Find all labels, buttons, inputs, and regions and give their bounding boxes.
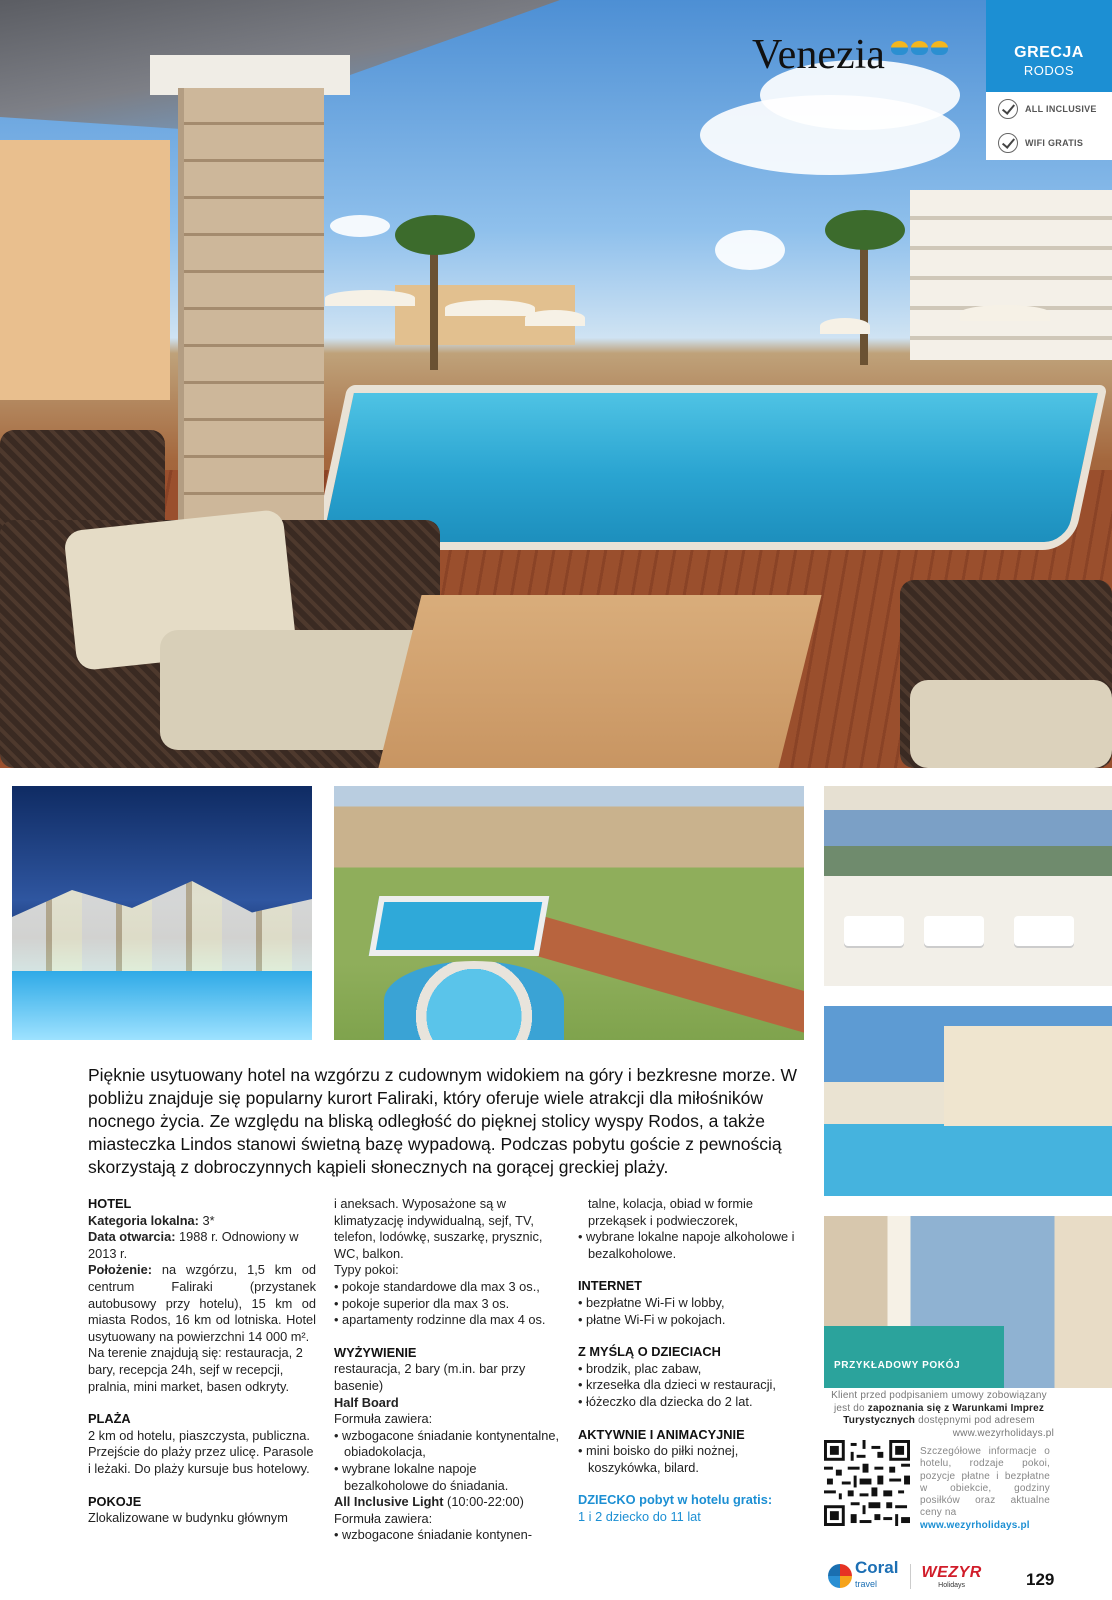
- rooms-text-cont: i aneksach. Wyposażone są w klimatyzację indywidualną, sejf, TV, telefon, lodówkę, suszarkę, prysznic, WC, balkon.: [334, 1196, 543, 1261]
- list-item: • pokoje superior dla max 3 os.: [334, 1296, 564, 1313]
- hotel-name: Venezia: [752, 32, 885, 78]
- list-item: • wzbogacone śniadanie kontynentalne, obiadokolacja,: [334, 1428, 564, 1461]
- star-rating: [891, 41, 948, 55]
- child-free-title: DZIECKO pobyt w hotelu gratis:: [578, 1492, 773, 1508]
- coral-logo-icon: [828, 1564, 852, 1588]
- section-heading: Z MYŚLĄ O DZIECIACH: [578, 1344, 721, 1360]
- list-item: • bezpłatne Wi-Fi w lobby,: [578, 1295, 806, 1312]
- terms-link[interactable]: www.wezyrholidays.pl: [952, 1427, 1054, 1439]
- food-text: restauracja, 2 bary (m.in. bar przy basenie): [334, 1361, 526, 1393]
- photo-pool-night: [12, 786, 312, 1040]
- hotel-facilities: Na terenie znajdują się: restauracja, 2 bary, recepcja 24h, sejf w recepcji, pralnia, mini market, basen odkryty.: [88, 1345, 303, 1394]
- star-icon: [931, 41, 948, 55]
- section-heading: HOTEL: [88, 1196, 132, 1211]
- feature-all-inclusive: ALL INCLUSIVE: [986, 92, 1112, 126]
- section-heading: PLAŻA: [88, 1411, 131, 1427]
- hero-photo: [0, 0, 1112, 768]
- beach-text: 2 km od hotelu, piaszczysta, publiczna. Przejście do plaży przez ulicę. Parasole i leżaki. Do plaży kursuje bus hotelowy.: [88, 1427, 314, 1476]
- list-item: • wzbogacone śniadanie kontynen-: [334, 1527, 564, 1544]
- hotel-location: Położenie: na wzgórzu, 1,5 km od centrum Faliraki (przystanek autobusowy przy hotelu), 15 km od miasta Rodos, 16 km od lotniska. Hotel usytuowany na powierzchni 14 000 m².: [88, 1262, 316, 1344]
- rooms-text: Zlokalizowane w budynku głównym: [88, 1510, 288, 1526]
- list-item: • łóżeczko dla dziecka do 2 lat.: [578, 1394, 806, 1411]
- check-icon: [998, 99, 1018, 119]
- list-item: • krzesełka dla dzieci w restauracji,: [578, 1377, 806, 1394]
- photo-aerial-view: [334, 786, 804, 1040]
- all-inclusive-label: Formuła zawiera:: [334, 1510, 433, 1526]
- star-icon: [891, 41, 908, 55]
- section-heading: INTERNET: [578, 1278, 642, 1294]
- list-item: • wybrane lokalne napoje bezalkoholowe do śniadania.: [334, 1461, 564, 1494]
- terms-notice: Klient przed podpisaniem umowy zobowiązany jest do zapoznania się z Warunkami Imprez Turystycznych dostępnymi pod adresem www.wezyrholidays.pl: [824, 1390, 1054, 1440]
- room-types-label: Typy pokoi:: [334, 1262, 399, 1278]
- lead-paragraph: Pięknie usytuowany hotel na wzgórzu z cudownym widokiem na góry i bezkresne morze. W pobliżu znajduje się popularny kurort Faliraki, który oferuje wiele atrakcji dla miłośników nocnego życia. Ze względu na bliską odległość do pięknej stolicy wyspy Rodos, a także miasteczka Lindos stanowi świetną bazę wypadową. Podczas pobytu goście z pewnością skorzystają z dobroczynnych kąpieli słonecznych na gorącej greckiej plaży.: [88, 1065, 798, 1177]
- list-item: • płatne Wi-Fi w pokojach.: [578, 1312, 806, 1329]
- hotel-info-notice: Szczegółowe informacje o hotelu, rodzaje pokoi, pozycje płatne i bezpłatne w obiekcie, godziny posiłków oraz aktualne ceny na www.wezyrholidays.pl: [920, 1446, 1050, 1531]
- half-board-label: Formuła zawiera:: [334, 1411, 433, 1427]
- column-rooms-food: [334, 1196, 564, 1544]
- star-icon: [911, 41, 928, 55]
- info-link[interactable]: www.wezyrholidays.pl: [920, 1519, 1030, 1531]
- child-free-value: 1 i 2 dziecko do 11 lat: [578, 1508, 701, 1524]
- list-item: • pokoje standardowe dla max 3 os.,: [334, 1279, 564, 1296]
- hotel-title: [752, 22, 948, 88]
- qr-code-icon: [824, 1440, 910, 1526]
- section-heading: AKTYWNIE I ANIMACYJNIE: [578, 1426, 745, 1442]
- half-board-title: Half Board: [334, 1394, 399, 1410]
- feature-wifi: WIFI GRATIS: [986, 126, 1112, 160]
- hotel-category: Kategoria lokalna: 3*: [88, 1212, 215, 1228]
- check-icon: [998, 133, 1018, 153]
- coral-travel-logo: Coral travel: [828, 1560, 898, 1592]
- feature-list: [986, 92, 1112, 160]
- region-label: RODOS: [1023, 63, 1075, 78]
- section-heading: WYŻYWIENIE: [334, 1344, 417, 1360]
- list-item: • mini boisko do piłki nożnej, koszykówka, bilard.: [578, 1443, 806, 1476]
- photo-caption: PRZYKŁADOWY POKÓJ: [834, 1360, 961, 1371]
- list-item: • apartamenty rodzinne dla max 4 os.: [334, 1312, 564, 1329]
- hotel-opened: Data otwarcia: 1988 r. Odnowiony w 2013 r.: [88, 1229, 299, 1261]
- list-item-cont: talne, kolacja, obiad w formie przekąsek i podwieczorek,: [588, 1196, 754, 1228]
- all-inclusive-title: All Inclusive Light (10:00-22:00): [334, 1494, 524, 1510]
- section-heading: POKOJE: [88, 1493, 142, 1509]
- list-item: • wybrane lokalne napoje alkoholowe i bezalkoholowe.: [578, 1229, 806, 1262]
- wezyr-holidays-logo: WEZYR Holidays: [910, 1564, 981, 1589]
- list-item: • brodzik, plac zabaw,: [578, 1361, 806, 1378]
- photo-pool-area: [824, 1006, 1112, 1196]
- country-label: GRECJA: [1014, 44, 1084, 61]
- column-hotel: [88, 1196, 316, 1527]
- page-number: 129: [1026, 1570, 1055, 1589]
- footer-logos: [828, 1560, 982, 1592]
- destination-badge: [986, 0, 1112, 92]
- photo-terrace-dining: [824, 786, 1112, 986]
- column-amenities: [578, 1196, 806, 1526]
